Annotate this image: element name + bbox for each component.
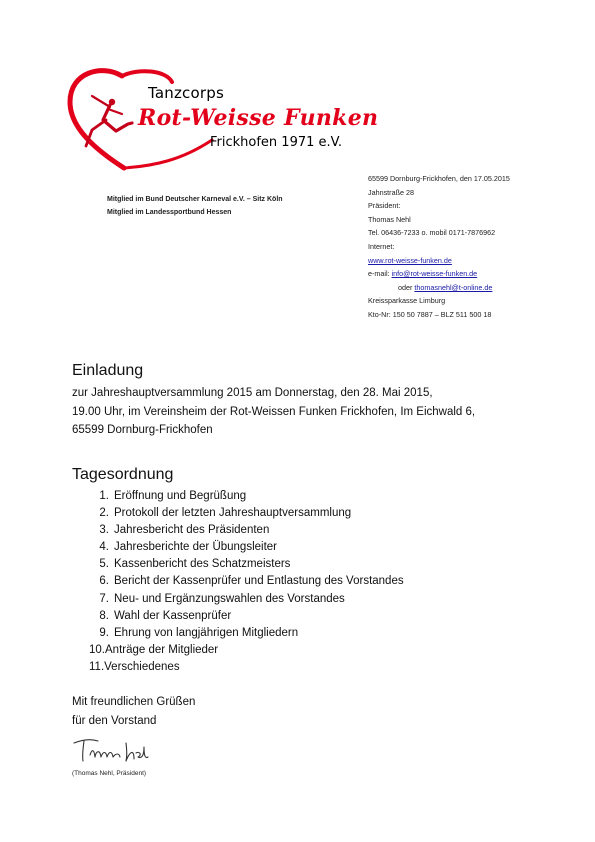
- agenda-number: 7.: [99, 592, 109, 605]
- invitation-line: 19.00 Uhr, im Vereinsheim der Rot-Weissen Funken Frickhofen, Im Eichwald 6,: [72, 405, 476, 418]
- bank-name: Kreissparkasse Limburg: [368, 296, 446, 306]
- membership-line: Mitglied im Bund Deutscher Karneval e.V. – Sitz Köln: [107, 196, 283, 203]
- agenda-item: [89, 642, 404, 659]
- invitation-line: 65599 Dornburg-Frickhofen: [72, 424, 213, 436]
- agenda-item: [89, 556, 404, 573]
- agenda-item: [89, 522, 404, 539]
- agenda-text: Verschiedenes: [104, 660, 180, 673]
- agenda-text: Jahresbericht des Präsidenten: [114, 524, 270, 537]
- agenda-number: 6.: [99, 575, 109, 588]
- agenda-number: 9.: [99, 626, 109, 639]
- agenda-item: [89, 539, 404, 556]
- agenda-number: 5.: [99, 558, 109, 571]
- agenda-number: 1.: [99, 490, 109, 502]
- membership-line: Mitglied im Landessportbund Hessen: [107, 209, 232, 216]
- agenda-item: [89, 608, 404, 625]
- signer-caption: (Thomas Nehl, Präsident): [72, 770, 147, 777]
- agenda-number: 3.: [99, 524, 109, 537]
- agenda-text: Bericht der Kassenprüfer und Entlastung des Vorstandes: [114, 575, 404, 588]
- logo-location: Frickhofen 1971 e.V.: [210, 135, 342, 150]
- logo-tanzcorps: Tanzcorps: [148, 84, 224, 102]
- website-link[interactable]: www.rot-weisse-funken.de: [368, 255, 452, 265]
- greeting: Mit freundlichen Grüßen: [72, 696, 196, 708]
- invitation-text: [72, 384, 475, 440]
- logo-club-name: Rot-Weisse Funken: [138, 105, 379, 131]
- street: Jahnstraße 28: [368, 187, 414, 197]
- agenda-text: Jahresberichte der Übungsleiter: [114, 541, 278, 554]
- internet-label: Internet:: [368, 241, 395, 251]
- agenda-number: 11.: [89, 660, 105, 673]
- agenda-text: Neu- und Ergänzungswahlen des Vorstandes: [114, 592, 345, 605]
- phone: Tel. 06436-7233 o. mobil 0171-7876962: [368, 228, 496, 238]
- agenda-number: 2.: [99, 507, 109, 520]
- email-link-president[interactable]: thomasnehl@t-online.de: [414, 282, 493, 292]
- agenda-heading: Tagesordnung: [72, 466, 174, 483]
- president-label: Präsident:: [368, 201, 401, 211]
- place-date: 65599 Dornburg-Frickhofen, den 17.05.2015: [368, 174, 510, 183]
- membership-block: [107, 193, 283, 219]
- agenda-number: 10.: [89, 643, 105, 656]
- agenda-text: Ehrung von langjährigen Mitgliedern: [114, 626, 299, 639]
- club-logo: [62, 68, 379, 172]
- agenda-item: [89, 488, 404, 505]
- president-name: Thomas Nehl: [368, 214, 411, 224]
- agenda-text: Wahl der Kassenprüfer: [114, 609, 232, 622]
- agenda-text: Eröffnung und Begrüßung: [114, 490, 247, 502]
- agenda-text: Kassenbericht des Schatzmeisters: [114, 558, 291, 571]
- agenda-item: [89, 625, 404, 642]
- contact-block: [368, 172, 510, 322]
- agenda-text: Anträge der Mitglieder: [105, 643, 219, 656]
- agenda-item: [89, 505, 404, 522]
- email-link-info[interactable]: info@rot-weisse-funken.de: [391, 269, 478, 279]
- agenda-text: Protokoll der letzten Jahreshauptversammlung: [114, 507, 352, 520]
- invitation-line: zur Jahreshauptversammlung 2015 am Donnerstag, den 28. Mai 2015,: [72, 387, 433, 399]
- agenda-item: [89, 591, 404, 608]
- email-label: e-mail:: [368, 269, 392, 279]
- handwritten-signature: [70, 733, 150, 770]
- on-behalf: für den Vorstand: [72, 715, 157, 727]
- or-label: oder: [398, 282, 415, 292]
- agenda-item: [89, 573, 404, 590]
- closing-block: [72, 693, 195, 731]
- bank-account: Kto-Nr: 150 50 7887 – BLZ 511 500 18: [368, 309, 492, 319]
- agenda-list: [89, 488, 404, 676]
- invitation-heading: Einladung: [72, 362, 144, 379]
- agenda-item: [89, 659, 404, 676]
- agenda-number: 8.: [99, 609, 109, 622]
- agenda-number: 4.: [99, 541, 109, 554]
